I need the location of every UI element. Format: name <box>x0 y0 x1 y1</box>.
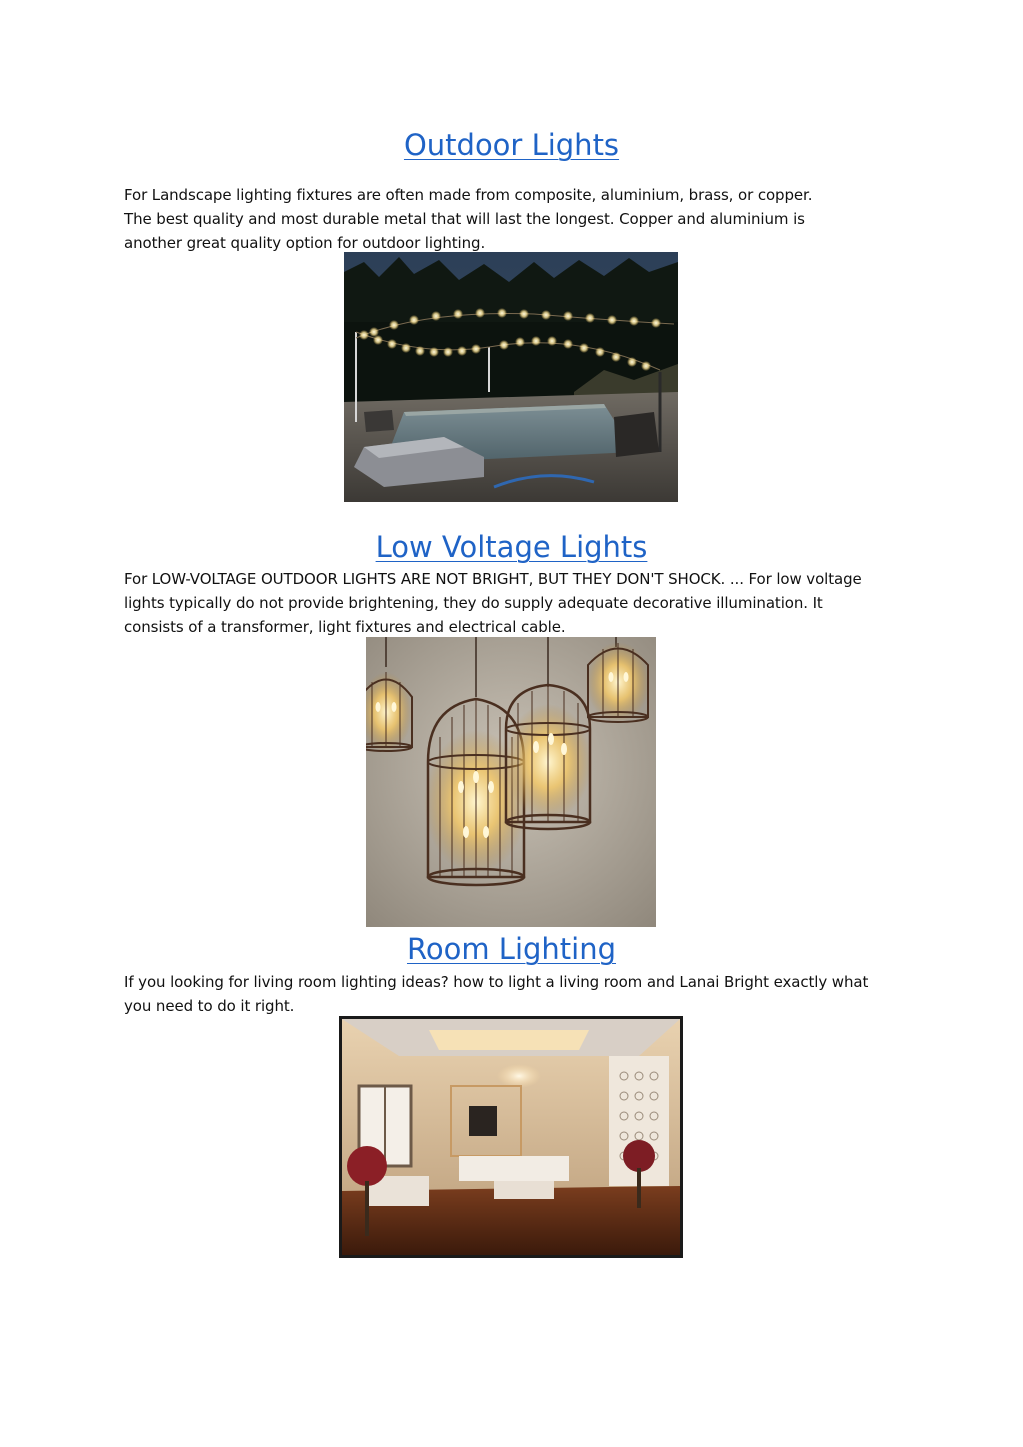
paragraph-line: you need to do it right. <box>124 997 295 1015</box>
paragraph-line: If you looking for living room lighting ideas? how to light a living room and Lanai Bright exactly what <box>124 973 869 991</box>
paragraph-line: another great quality option for outdoor lighting. <box>124 234 486 252</box>
heading-outdoor-lights[interactable]: Outdoor Lights <box>403 128 620 162</box>
paragraph-low-voltage-lights <box>124 567 904 639</box>
paragraph-outdoor-lights <box>124 183 904 255</box>
living-room-lighting-image <box>339 1016 683 1258</box>
paragraph-line: consists of a transformer, light fixtures and electrical cable. <box>124 618 566 636</box>
paragraph-line: For LOW-VOLTAGE OUTDOOR LIGHTS ARE NOT BRIGHT, BUT THEY DON'T SHOCK. ... For low voltage <box>124 570 862 588</box>
outdoor-pool-string-lights-image <box>344 252 678 502</box>
birdcage-chandelier-image <box>366 637 656 927</box>
paragraph-room-lighting <box>124 970 904 1018</box>
paragraph-line: The best quality and most durable metal that will last the longest. Copper and aluminium is <box>124 210 805 228</box>
paragraph-line: For Landscape lighting fixtures are often made from composite, aluminium, brass, or copper. <box>124 186 813 204</box>
paragraph-line: lights typically do not provide brightening, they do supply adequate decorative illumination. It <box>124 594 823 612</box>
heading-low-voltage-lights[interactable]: Low Voltage Lights <box>375 530 648 564</box>
heading-room-lighting[interactable]: Room Lighting <box>406 932 617 966</box>
